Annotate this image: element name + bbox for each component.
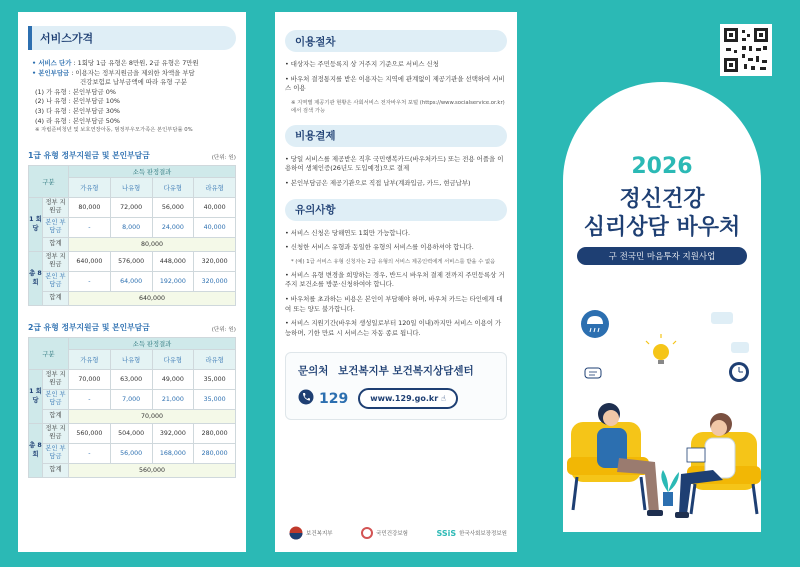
unit-price-text: : 1회당 1급 유형은 8만원, 2급 유형은 7만원 xyxy=(73,59,199,67)
caution-block xyxy=(285,229,507,339)
grade2-title-row xyxy=(28,322,236,333)
row-label: 합계 xyxy=(43,409,69,423)
type-da: (3) 다 유형 : 본인부담금 30% xyxy=(35,106,120,115)
grade1-income-header: 소득 판정결과 xyxy=(69,165,236,177)
cell: 168,000 xyxy=(152,443,194,463)
copay-label: • 본인부담금 xyxy=(32,68,70,77)
table-row xyxy=(29,443,236,463)
caution-item: • 서비스 지원기간(바우처 생성일로부터 120일 이내)까지만 서비스 이용이 가능하며, 기한 만료 시 서비스는 자동 종료 됩니다. xyxy=(285,319,502,337)
client-figure xyxy=(597,403,663,516)
ssis-logo: SSiS 한국사회보장정보원 xyxy=(436,528,507,538)
clock-icon xyxy=(729,362,749,382)
table-row xyxy=(29,369,236,389)
copay-text: : 이용자는 정부지원금을 제외한 차액을 부담 xyxy=(71,68,195,77)
row-label: 합계 xyxy=(43,463,69,477)
org-logos xyxy=(289,526,507,540)
type-na: (2) 나 유형 : 본인부담금 10% xyxy=(35,97,120,106)
grade1-type-na: 나유형 xyxy=(110,177,152,197)
service-price-header: 서비스가격 xyxy=(28,26,236,50)
phone-number[interactable] xyxy=(298,389,348,409)
table-row xyxy=(29,463,236,477)
cell: 35,000 xyxy=(194,389,236,409)
contact-title xyxy=(298,363,494,378)
grade1-title: 1급 유형 정부지원금 및 본인부담금 xyxy=(28,150,150,160)
grade1-block1-label: 1 회 당 xyxy=(29,197,43,251)
contact-row xyxy=(298,388,494,409)
price-note: ※ 자립준비청년 및 보호연장아동, 범정부우모가족은 본인부담률 0% xyxy=(35,127,193,134)
cell: 40,000 xyxy=(194,197,236,217)
caution-item: • 바우처를 초과하는 비용은 본인이 부담해야 하며, 바우처 카드는 타인에게 대여 또는 양도 불가합니다. xyxy=(285,294,503,313)
grade2-col-group: 구분 xyxy=(29,337,69,369)
row-label: 합계 xyxy=(43,291,69,305)
grade1-type-ga: 가유형 xyxy=(69,177,111,197)
cell: 7,000 xyxy=(110,389,152,409)
website-text: www.129.go.kr xyxy=(370,394,439,404)
grade2-type-na: 나유형 xyxy=(110,349,152,369)
table-row xyxy=(29,271,236,291)
row-label: 정부 지원금 xyxy=(43,423,69,443)
sum-cell: 560,000 xyxy=(69,463,236,477)
caution-item: • 서비스 신청은 당해연도 1회만 가능합니다. xyxy=(285,228,410,237)
cell: 64,000 xyxy=(110,271,152,291)
grade2-type-ra: 라유형 xyxy=(194,349,236,369)
table-row xyxy=(29,423,236,443)
table-row xyxy=(29,217,236,237)
table-row xyxy=(29,389,236,409)
cell: 320,000 xyxy=(194,271,236,291)
row-label: 본인 부담금 xyxy=(43,389,69,409)
counseling-illustration xyxy=(563,282,761,532)
payment-block xyxy=(285,155,507,189)
unit-price-label: • 서비스 단가 xyxy=(32,59,72,67)
table-row xyxy=(29,251,236,271)
cover-title-2: 심리상담 바우처 xyxy=(583,215,741,240)
lightbulb-icon xyxy=(646,334,676,364)
payment-item: • 본인부담금은 제공기관으로 직접 납부(계좌입금, 카드, 현금납부) xyxy=(285,178,471,187)
grade2-income-header: 소득 판정결과 xyxy=(69,337,236,349)
grade2-block1-label: 1 회 당 xyxy=(29,369,43,423)
cell: 40,000 xyxy=(194,217,236,237)
cell: 80,000 xyxy=(69,197,111,217)
row-label: 정부 지원금 xyxy=(43,197,69,217)
cloud-rain-icon xyxy=(581,310,609,338)
contact-label: 문의처 xyxy=(298,365,329,378)
cell: - xyxy=(69,217,111,237)
procedure-item: • 대상자는 주민등록지 상 거주지 기준으로 서비스 신청 xyxy=(285,60,439,68)
cover-arch xyxy=(563,82,761,532)
row-label: 정부 지원금 xyxy=(43,369,69,389)
price-panel xyxy=(18,12,246,552)
caution-note: * (예) 1급 서비스 유형 신청자는 2급 유형의 서비스 제공인력에게 서비스를 받을 수 없음 xyxy=(291,258,496,265)
cell: 192,000 xyxy=(152,271,194,291)
procedure-block xyxy=(285,60,507,115)
cell: 72,000 xyxy=(110,197,152,217)
table-row xyxy=(29,409,236,423)
nhis-logo: 국민건강보험 xyxy=(361,527,408,539)
copay-text-2: 건강보험료 납부금액에 따라 유형 구분 xyxy=(80,78,187,87)
table-row xyxy=(29,237,236,251)
grade1-col-group: 구분 xyxy=(29,165,69,197)
cell: 8,000 xyxy=(110,217,152,237)
procedure-header: 이용절차 xyxy=(285,30,507,52)
cell: - xyxy=(69,271,111,291)
grade2-table xyxy=(28,337,236,478)
grade2-type-ga: 가유형 xyxy=(69,349,111,369)
chat-bubble-icon xyxy=(711,312,749,353)
row-label: 본인 부담금 xyxy=(43,217,69,237)
cell: 280,000 xyxy=(194,423,236,443)
grade2-type-da: 다유형 xyxy=(152,349,194,369)
cell: 63,000 xyxy=(110,369,152,389)
cover-subtitle: 구 전국민 마음투자 지원사업 xyxy=(577,247,747,265)
cell: 70,000 xyxy=(69,369,111,389)
speech-bubble-icon xyxy=(585,368,601,378)
grade1-type-ra: 라유형 xyxy=(194,177,236,197)
mohw-logo: 보건복지부 xyxy=(289,526,333,540)
cover-title-1: 정신건강 xyxy=(619,187,705,212)
cover-panel xyxy=(543,12,783,552)
cell: 56,000 xyxy=(152,197,194,217)
contact-box xyxy=(285,352,507,420)
sum-cell: 640,000 xyxy=(69,291,236,305)
sum-cell: 70,000 xyxy=(69,409,236,423)
grade1-type-da: 다유형 xyxy=(152,177,194,197)
grade2-unit: (단위: 원) xyxy=(211,326,236,333)
cell: - xyxy=(69,443,111,463)
caution-item: • 서비스 유형 변경을 희망하는 경우, 반드시 바우처 결제 전까지 주민등록상 거주지 보건소를 방문·신청하여야 합니다. xyxy=(285,270,505,289)
type-ga: (1) 가 유형 : 본인부담금 0% xyxy=(35,87,116,96)
sum-cell: 80,000 xyxy=(69,237,236,251)
cover-year: 2026 xyxy=(631,154,693,179)
cell: 280,000 xyxy=(194,443,236,463)
cell: 448,000 xyxy=(152,251,194,271)
table-row xyxy=(29,197,236,217)
row-label: 본인 부담금 xyxy=(43,271,69,291)
cell: 24,000 xyxy=(152,217,194,237)
grade2-block2-label: 총 8 회 xyxy=(29,423,43,477)
grade1-block2-label: 총 8 회 xyxy=(29,251,43,305)
cell: 49,000 xyxy=(152,369,194,389)
grade1-table xyxy=(28,165,236,306)
plant-icon xyxy=(661,470,679,506)
counselor-figure xyxy=(675,413,735,518)
cell: 640,000 xyxy=(69,251,111,271)
cell: 21,000 xyxy=(152,389,194,409)
cell: 560,000 xyxy=(69,423,111,443)
procedure-note: ※ 지역별 제공기관 현황은 사회서비스 전자바우처 포털 (https://www.socialservice.or.kr)에서 검색 가능 xyxy=(291,99,505,114)
payment-header: 비용결제 xyxy=(285,125,507,147)
grade1-unit: (단위: 원) xyxy=(211,154,236,161)
table-row xyxy=(29,291,236,305)
price-description xyxy=(28,59,236,136)
cell: 56,000 xyxy=(110,443,152,463)
row-label: 정부 지원금 xyxy=(43,251,69,271)
cell: 320,000 xyxy=(194,251,236,271)
cell: - xyxy=(69,389,111,409)
type-ra: (4) 라 유형 : 본인부담금 50% xyxy=(35,116,120,125)
grade1-title-row xyxy=(28,150,236,161)
contact-org: 보건복지부 보건복지상담센터 xyxy=(338,365,474,378)
grade2-title: 2급 유형 정부지원금 및 본인부담금 xyxy=(28,322,150,332)
payment-item: • 당일 서비스를 제공받은 직후 국민행복카드(바우처카드) 또는 전용 어플을 이용하여 생체인증(26년도 도입예정)으로 결제 xyxy=(285,154,504,173)
cell: 392,000 xyxy=(152,423,194,443)
row-label: 본인 부담금 xyxy=(43,443,69,463)
phone-icon xyxy=(298,389,314,409)
website-link[interactable] xyxy=(358,388,458,409)
caution-header: 유의사항 xyxy=(285,199,507,221)
cursor-icon: ☝ xyxy=(441,394,446,404)
cell: 504,000 xyxy=(110,423,152,443)
cell: 35,000 xyxy=(194,369,236,389)
procedure-item: • 바우처 결정통지를 받은 이용자는 지역에 관계없이 제공기관을 선택하여 서비스 이용 xyxy=(285,74,505,93)
phone-text: 129 xyxy=(319,390,349,407)
cell: 576,000 xyxy=(110,251,152,271)
caution-item: • 신청한 서비스 유형과 동일한 유형의 서비스를 이용하셔야 합니다. xyxy=(285,243,474,252)
row-label: 합계 xyxy=(43,237,69,251)
info-panel xyxy=(275,12,517,552)
